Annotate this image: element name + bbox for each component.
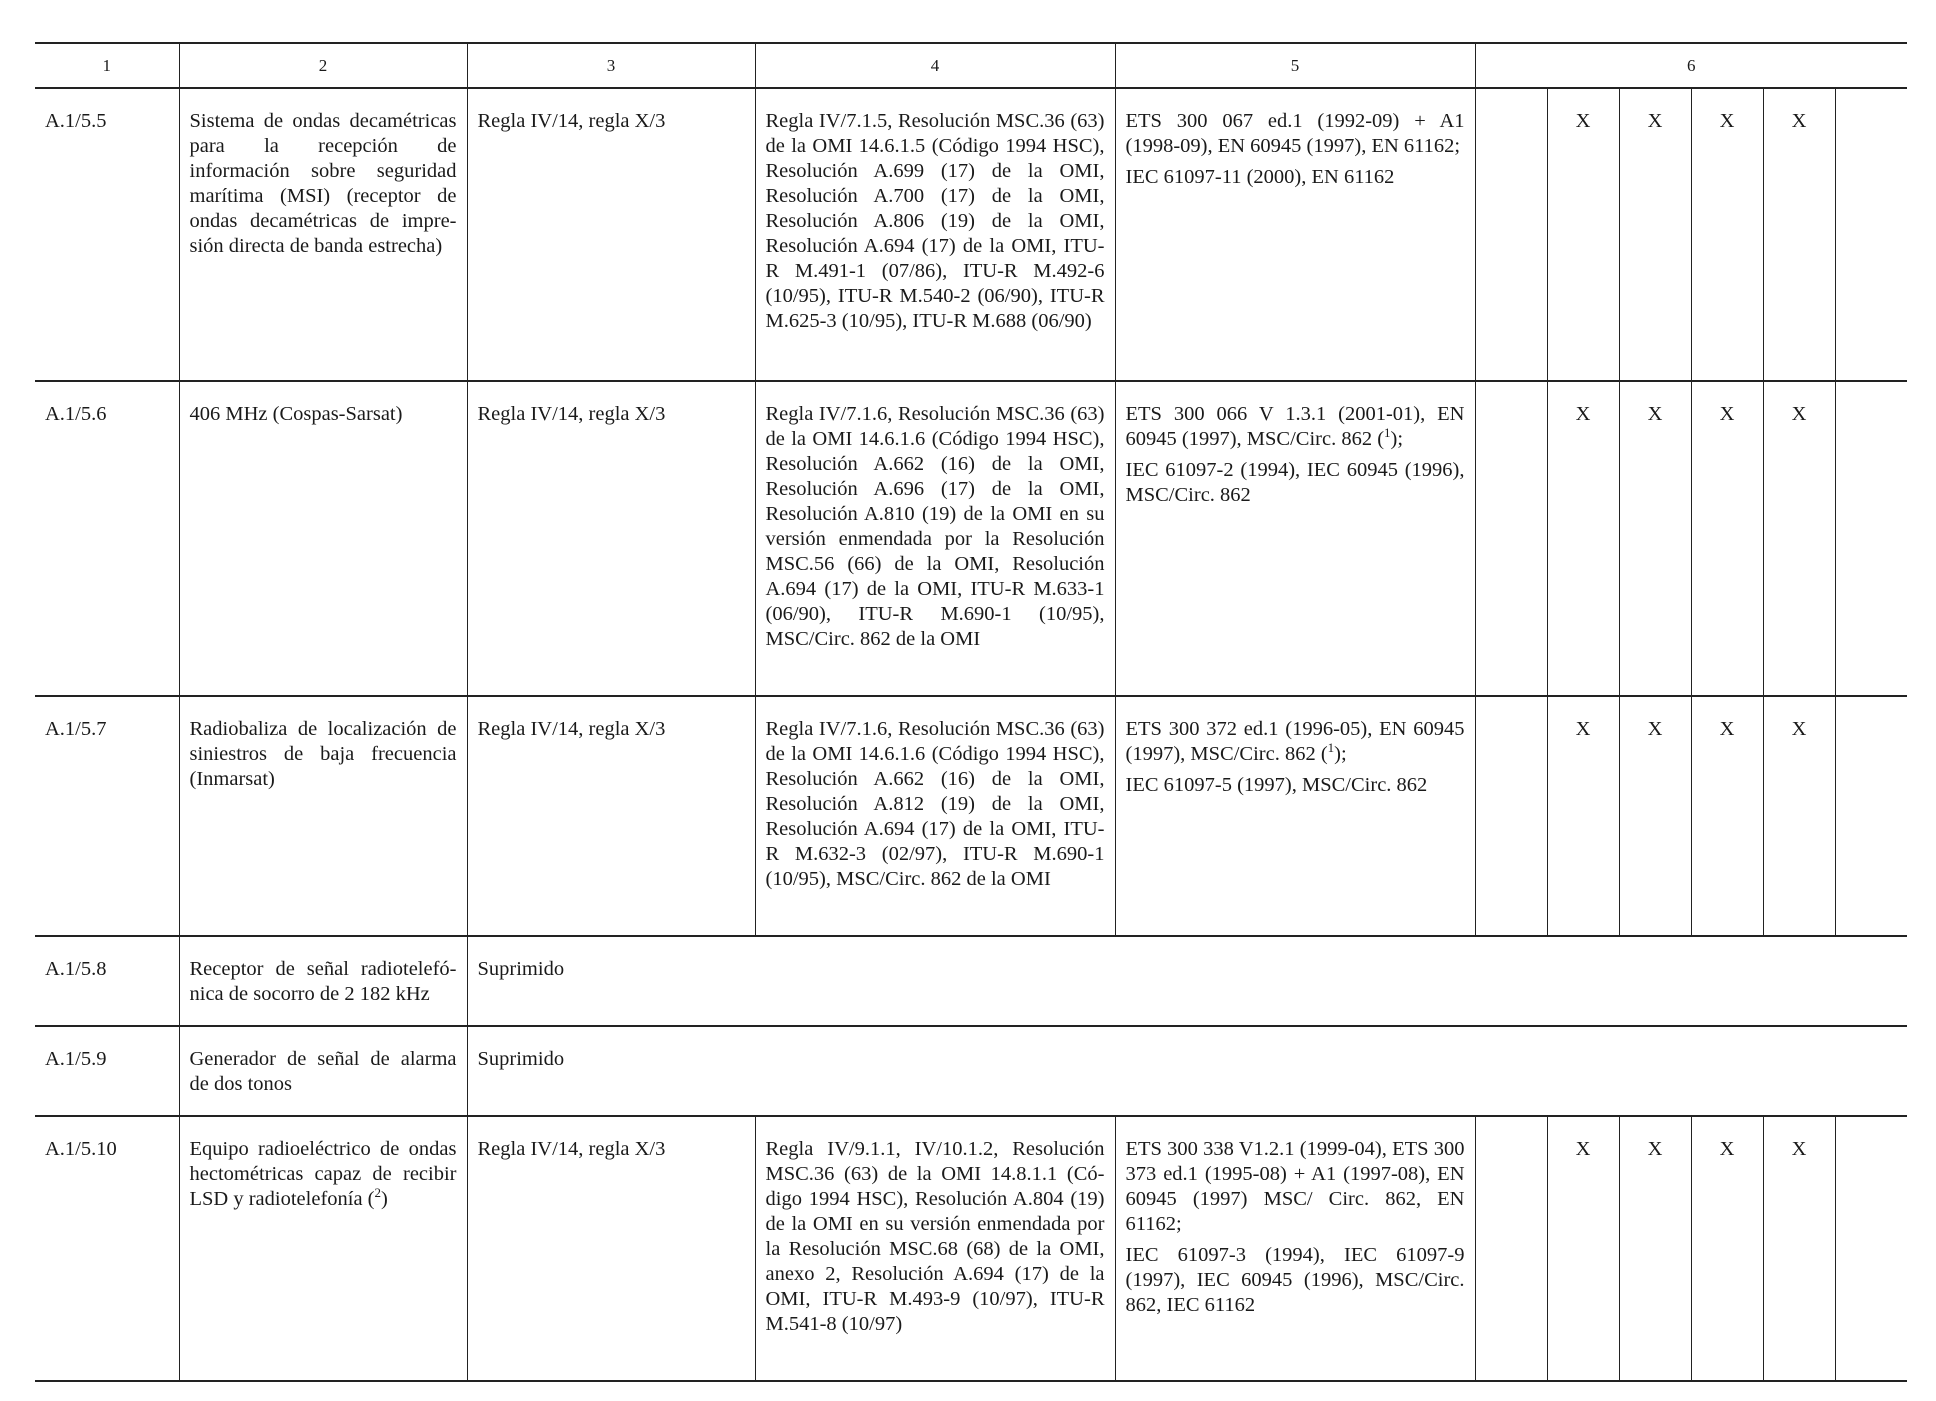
table-row	[35, 696, 1907, 936]
resolution-references: Regla IV/7.1.6, Resolución MSC.36 (63) de la OMI 14.6.1.6 (Código 1994 HSC), Resolución A.662 (16) de la OMI, Resolución A.696 (17) de la OMI, Resolución A.810 (19) de la OMI en su versión enmendada por la Resolución MSC.56 (66) de la OMI, Resolución A.694 (17) de la OMI, ITU-R M.633-1 (06/90), ITU-R M.690-1 (10/95), MSC/Circ. 862 de la OMI	[755, 381, 1115, 696]
standards-paragraph: IEC 61097-2 (1994), IEC 60945 (1996), MSC/Circ. 862	[1125, 459, 1465, 506]
mark-cell: X	[1763, 696, 1835, 936]
column-header-1: 1	[35, 43, 179, 88]
standards-paragraph: ETS 300 338 V1.2.1 (1999-04), ETS 300 373 ed.1 (1995-08) + A1 (1997-08), EN 60945 (1997) MSC/ Circ. 862, EN 61162;	[1125, 1138, 1465, 1235]
item-code: A.1/5.9	[35, 1026, 179, 1116]
mark-cell: X	[1547, 1116, 1619, 1381]
mark-cell: X	[1763, 1116, 1835, 1381]
testing-standards	[1115, 1116, 1475, 1381]
footnote-reference: 1	[1327, 740, 1335, 756]
item-code: A.1/5.5	[35, 88, 179, 381]
mark-cell	[1475, 1116, 1547, 1381]
mark-cell	[1475, 696, 1547, 936]
deleted-status: Suprimido	[467, 1026, 1907, 1116]
testing-standards	[1115, 696, 1475, 936]
item-description: 406 MHz (Cospas-Sarsat)	[179, 381, 467, 696]
item-description-tail: )	[381, 1188, 388, 1210]
item-code: A.1/5.6	[35, 381, 179, 696]
resolution-references: Regla IV/9.1.1, IV/10.1.2, Resolución MSC.36 (63) de la OMI 14.8.1.1 (Código 1994 HSC), Resolución A.804 (19) de la OMI en su versión enmendada por la Resolución MSC.68 (68) de la OMI, anexo 2, Resolución A.694 (17) de la OMI, ITU-R M.493-9 (10/97), ITU-R M.541-8 (10/97)	[755, 1116, 1115, 1381]
item-code: A.1/5.10	[35, 1116, 179, 1381]
standards-text-tail: );	[1390, 428, 1404, 450]
mark-cell	[1835, 88, 1907, 381]
mark-cell: X	[1619, 381, 1691, 696]
standards-paragraph: IEC 61097-3 (1994), IEC 61097-9 (1997), IEC 60945 (1996), MSC/Circ. 862, IEC 61162	[1125, 1244, 1465, 1316]
mark-cell	[1835, 1116, 1907, 1381]
mark-cell: X	[1619, 1116, 1691, 1381]
resolution-references: Regla IV/7.1.5, Resolución MSC.36 (63) de la OMI 14.6.1.5 (Código 1994 HSC), Resolución A.699 (17) de la OMI, Resolución A.700 (17) de la OMI, Resolución A.806 (19) de la OMI, Resolución A.694 (17) de la OMI, ITU-R M.491-1 (07/86), ITU-R M.492-6 (10/95), ITU-R M.540-2 (06/90), ITU-R M.625-3 (10/95), ITU-R M.688 (06/90)	[755, 88, 1115, 381]
item-description: Sistema de ondas decamétricas para la recepción de información sobre seguridad marítima (MSI) (receptor de ondas decamétricas de impresión directa de banda estrecha)	[179, 88, 467, 381]
item-description: Radiobaliza de localización de siniestros de baja frecuencia (Inmarsat)	[179, 696, 467, 936]
mark-cell: X	[1763, 88, 1835, 381]
footnote-reference: 2	[374, 1185, 382, 1201]
item-description: Generador de señal de alarma de dos tonos	[179, 1026, 467, 1116]
mark-cell: X	[1691, 88, 1763, 381]
column-number-header-row	[35, 43, 1907, 88]
mark-cell: X	[1547, 88, 1619, 381]
table-row	[35, 1116, 1907, 1381]
deleted-status: Suprimido	[467, 936, 1907, 1026]
mark-cell: X	[1547, 696, 1619, 936]
column-header-5: 5	[1115, 43, 1475, 88]
column-header-6: 6	[1475, 43, 1907, 88]
mark-cell: X	[1691, 1116, 1763, 1381]
regulation-reference: Regla IV/14, regla X/3	[467, 696, 755, 936]
mark-cell: X	[1547, 381, 1619, 696]
standards-text: ETS 300 066 V 1.3.1 (2001-01), EN 60945 (1997), MSC/Circ. 862 (	[1125, 403, 1465, 450]
equipment-regulation-table	[35, 42, 1907, 1382]
regulation-reference: Regla IV/14, regla X/3	[467, 381, 755, 696]
item-description-text: Equipo radioeléctrico de ondas hectométricas capaz de recibir LSD y radiotelefonía (	[189, 1138, 457, 1210]
standards-text-tail: );	[1334, 743, 1347, 765]
mark-cell	[1475, 88, 1547, 381]
regulation-reference: Regla IV/14, regla X/3	[467, 88, 755, 381]
item-description: Receptor de señal radiotelefónica de socorro de 2 182 kHz	[179, 936, 467, 1026]
mark-cell: X	[1691, 381, 1763, 696]
testing-standards	[1115, 381, 1475, 696]
footnote-reference: 1	[1384, 425, 1391, 441]
resolution-references: Regla IV/7.1.6, Resolución MSC.36 (63) de la OMI 14.6.1.6 (Código 1994 HSC), Resolución A.662 (16) de la OMI, Resolución A.812 (19) de la OMI, Resolución A.694 (17) de la OMI, ITU-R M.632-3 (02/97), ITU-R M.690-1 (10/95), MSC/Circ. 862 de la OMI	[755, 696, 1115, 936]
testing-standards	[1115, 88, 1475, 381]
item-code: A.1/5.7	[35, 696, 179, 936]
table-row	[35, 936, 1907, 1026]
standards-paragraph: IEC 61097-11 (2000), EN 61162	[1125, 166, 1395, 188]
mark-cell	[1835, 696, 1907, 936]
mark-cell: X	[1619, 696, 1691, 936]
standards-paragraph	[1126, 402, 1465, 452]
table-row	[35, 1026, 1907, 1116]
column-header-3: 3	[467, 43, 755, 88]
mark-cell: X	[1763, 381, 1835, 696]
standards-text: ETS 300 372 ed.1 (1996-05), EN 60945 (1997), MSC/Circ. 862 (	[1125, 718, 1465, 765]
table-row	[35, 381, 1907, 696]
mark-cell	[1475, 381, 1547, 696]
column-header-2: 2	[179, 43, 467, 88]
mark-cell: X	[1619, 88, 1691, 381]
table-row	[35, 88, 1907, 381]
standards-paragraph: IEC 61097-5 (1997), MSC/Circ. 862	[1125, 774, 1428, 796]
item-code: A.1/5.8	[35, 936, 179, 1026]
mark-cell: X	[1691, 696, 1763, 936]
item-description	[179, 1116, 467, 1381]
regulation-table-page	[35, 42, 1906, 1382]
regulation-reference: Regla IV/14, regla X/3	[467, 1116, 755, 1381]
mark-cell	[1835, 381, 1907, 696]
standards-paragraph	[1126, 717, 1465, 767]
column-header-4: 4	[755, 43, 1115, 88]
standards-paragraph: ETS 300 067 ed.1 (1992-09) + A1 (1998-09), EN 60945 (1997), EN 61162;	[1125, 110, 1465, 157]
